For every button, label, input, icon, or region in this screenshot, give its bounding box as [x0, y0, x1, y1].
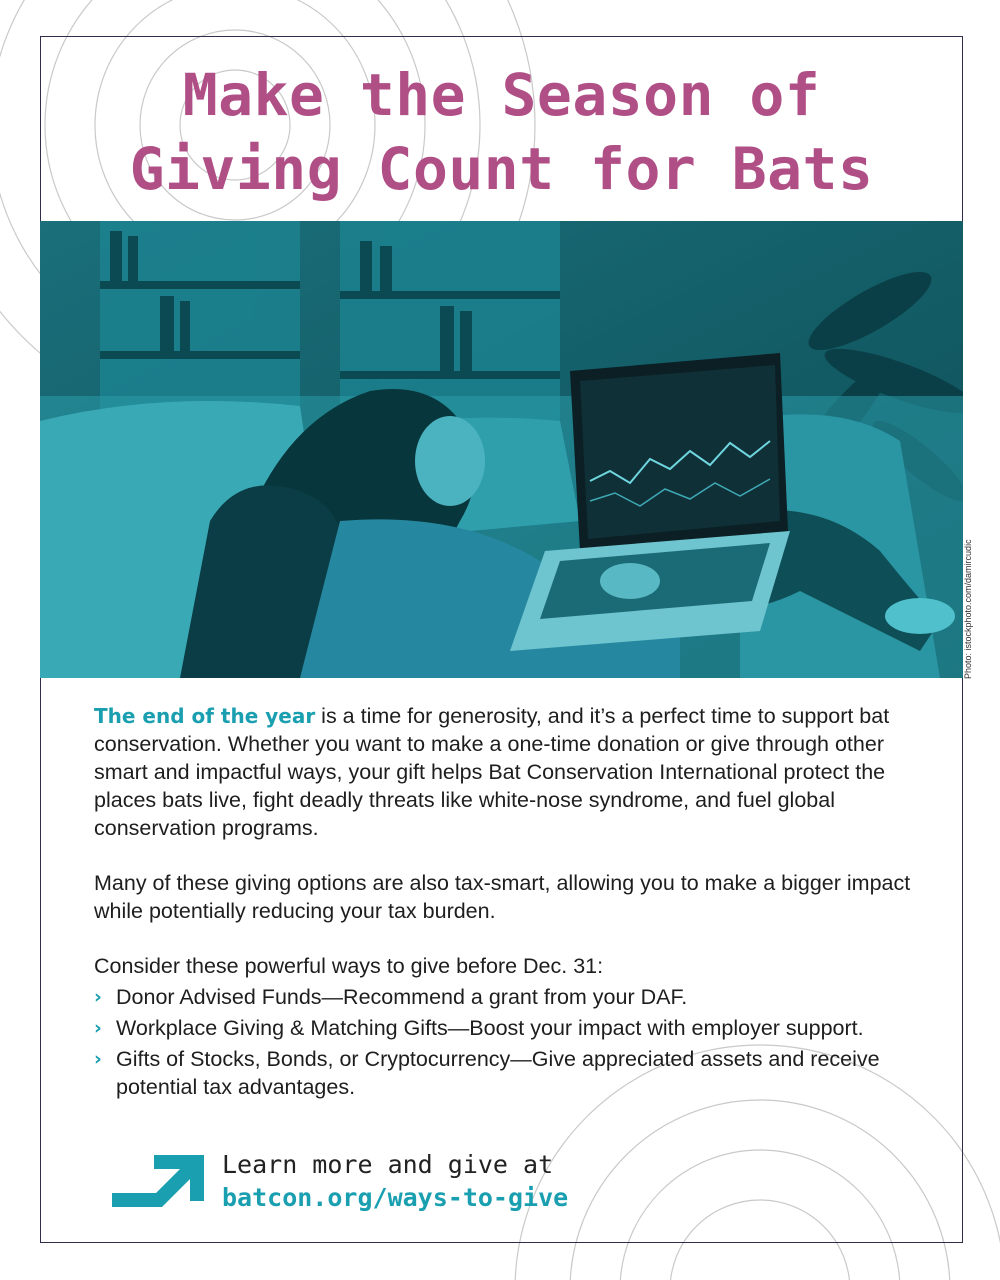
woman-with-laptop-illustration	[40, 221, 963, 678]
intro-lead: The end of the year	[94, 704, 316, 728]
tax-smart-paragraph: Many of these giving options are also tax-smart, allowing you to make a bigger impact while potentially reducing your tax burden.	[94, 871, 911, 923]
way-text: Gifts of Stocks, Bonds, or Cryptocurrency—Give appreciated assets and receive potential tax advantages.	[116, 1047, 880, 1099]
way-text: Workplace Giving & Matching Gifts—Boost your impact with employer support.	[116, 1016, 864, 1040]
list-item	[94, 1045, 934, 1101]
chevron-right-icon: ›	[94, 1048, 102, 1070]
headline-line-1: Make the Season of	[182, 61, 821, 129]
ways-intro: Consider these powerful ways to give before Dec. 31:	[94, 954, 604, 978]
headline	[40, 58, 963, 206]
call-to-action	[112, 1150, 712, 1220]
way-text: Donor Advised Funds—Recommend a grant from your DAF.	[116, 985, 688, 1009]
headline-line-2: Giving Count for Bats	[129, 135, 874, 203]
chevron-right-icon: ›	[94, 1017, 102, 1039]
arrow-up-right-icon	[112, 1155, 204, 1215]
list-item	[94, 983, 934, 1011]
cta-link[interactable]: batcon.org/ways-to-give	[222, 1183, 569, 1212]
ways-list	[94, 983, 934, 1101]
hero-photo	[40, 221, 963, 678]
photo-credit: Photo: istockphoto.com/damircudic	[963, 539, 973, 679]
body-copy	[94, 702, 934, 1101]
chevron-right-icon: ›	[94, 986, 102, 1008]
cta-text: Learn more and give at	[222, 1150, 554, 1179]
intro-text: is a time for generosity, and it’s a perfect time to support bat conservation. Whether you want to make a one-time donation or give through other smart and impactful ways, your gift helps Bat Conservation International protect the places bats live, fight deadly threats like white-nose syndrome, and fuel global conservation programs.	[94, 704, 890, 840]
intro-paragraph	[94, 702, 934, 842]
list-item	[94, 1014, 934, 1042]
